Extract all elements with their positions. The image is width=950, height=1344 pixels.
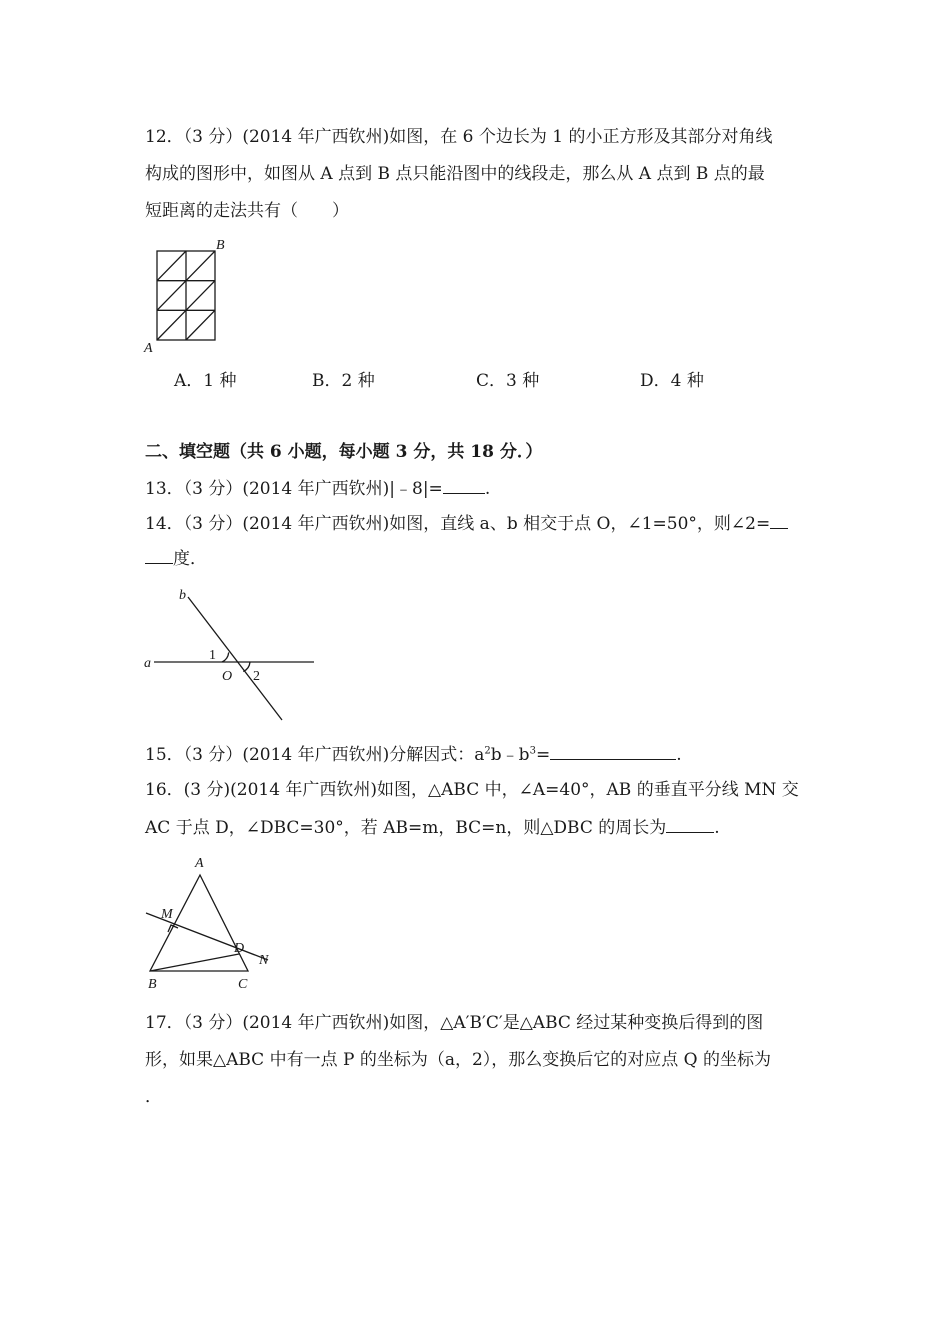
line-a-label: a [144,656,151,671]
q12-option-c: C．3 种 [476,371,540,391]
q15-exponent-2: 3 [529,745,536,757]
q13-line [145,477,490,500]
q16-end: . [714,818,720,838]
q16-line-1: 16．(3 分)(2014 年广西钦州)如图，△ABC 中，∠A=40°，AB 的垂直平分线 MN 交 [145,780,799,800]
section-2-title: 二、填空题（共 6 小题，每小题 3 分，共 18 分．） [145,442,543,462]
line-b [188,597,282,720]
q12-line-2: 构成的图形中，如图从 A 点到 B 点只能沿图中的线段走，那么从 A 点到 B 点的最 [145,164,765,184]
point-o-label: O [222,669,233,684]
q16-line-2 [145,816,720,839]
q14-answer-blank-start [770,512,788,529]
q15-text-mid: b﹣b [490,745,530,765]
grid-diagonal [157,281,186,311]
q14-text: 14．（3 分）(2014 年广西钦州)如图，直线 a、b 相交于点 O，∠1=50°，则∠2= [145,514,771,534]
segment-bd [150,954,239,971]
q14-lines-figure [140,585,320,725]
q15-line [145,743,682,766]
grid-diagonal [157,251,186,281]
q17-line-2: 形，如果△ABC 中有一点 P 的坐标为（a，2），那么变换后它的对应点 Q 的坐标为 [145,1050,772,1070]
angle-2-label: 2 [253,669,260,684]
q15-equals: = [535,745,551,765]
vertex-a-label: A [195,856,204,871]
q13-answer-blank [443,477,485,494]
q12-option-b: B．2 种 [312,371,375,391]
angle-1-label: 1 [209,648,216,663]
q15-answer-blank [550,743,676,760]
q12-option-a: A．1 种 [174,371,237,391]
q12-option-d: D．4 种 [640,371,704,391]
triangle-abc [150,875,248,971]
q16-answer-blank [666,816,714,833]
q12-grid-figure [140,236,235,356]
q15-end: . [676,745,682,765]
q15-exponent-1: 2 [484,745,491,757]
angle-1-arc [222,652,229,662]
q14-line-1 [145,512,788,535]
grid-diagonal [186,310,215,340]
point-a-label: A [144,341,153,356]
q14-unit: 度． [173,549,207,569]
grid-diagonal [186,281,215,311]
right-angle-mark [168,925,178,932]
point-n-label: N [259,953,269,968]
q16-text: AC 于点 D，∠DBC=30°，若 AB=m，BC=n，则△DBC 的周长为 [145,818,667,838]
q13-text: 13．（3 分）(2014 年广西钦州)|﹣8|= [145,479,443,499]
q15-text: 15．（3 分）(2014 年广西钦州)分解因式：a [145,745,485,765]
vertex-b-label: B [148,977,157,992]
point-m-label: M [161,907,173,922]
line-b-label: b [179,588,186,603]
vertex-c-label: C [238,977,248,992]
grid-diagonal [186,251,215,281]
q12-line-3: 短距离的走法共有（ ） [145,201,349,221]
q13-end: . [484,479,491,499]
q14-line-2 [145,547,207,570]
point-b-label: B [216,238,225,253]
point-d-label: D [234,941,245,956]
q14-answer-blank-end [145,547,173,564]
q12-line-1: 12．（3 分）(2014 年广西钦州)如图，在 6 个边长为 1 的小正方形及其部分对角线 [145,127,773,147]
q17-line-3: ． [145,1087,162,1107]
grid-diagonal [157,310,186,340]
q17-line-1: 17．（3 分）(2014 年广西钦州)如图，△A′B′C′是△ABC 经过某种变换后得到的图 [145,1013,764,1033]
q16-triangle-figure [140,852,290,997]
